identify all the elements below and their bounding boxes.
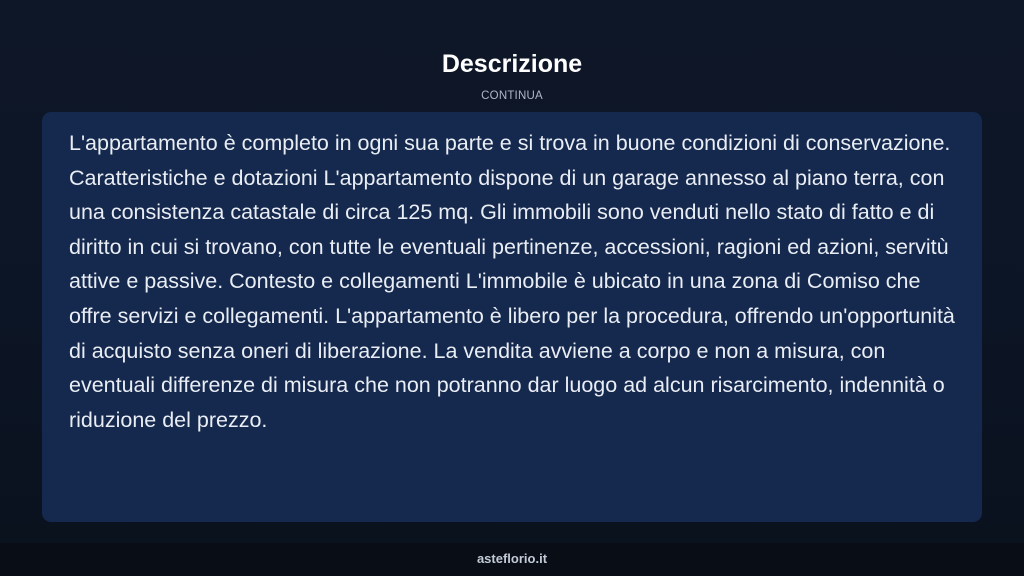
page-title: Descrizione	[441, 50, 583, 78]
description-text: L'appartamento è completo in ogni sua parte e si trova in buone condizioni di conservazione. Caratteristiche e dotazioni L'appartamento dispone di un garage annesso al piano terra, con una consistenza catastale di circa 125 mq. Gli immobili sono venduti nello stato di fatto e di diritto in cui si trovano, con tutte le eventuali pertinenze, accessioni, ragioni ed azioni, servitù attive e passive. Contesto e collegamenti L'immobile è ubicato in una zona di Comiso che offre servizi e collegamenti. L'appartamento è libero per la procedura, offrendo un'opportunità di acquisto senza oneri di liberazione. La vendita avviene a corpo e non a misura, con eventuali differenze di misura che non potranno dar luogo ad alcun risarcimento, indennità o riduzione del prezzo.	[69, 131, 955, 432]
footer-brand: asteflorio.it	[476, 551, 548, 566]
footer	[0, 543, 1024, 576]
continue-link[interactable]: CONTINUA	[481, 90, 543, 102]
description-card	[42, 112, 982, 522]
